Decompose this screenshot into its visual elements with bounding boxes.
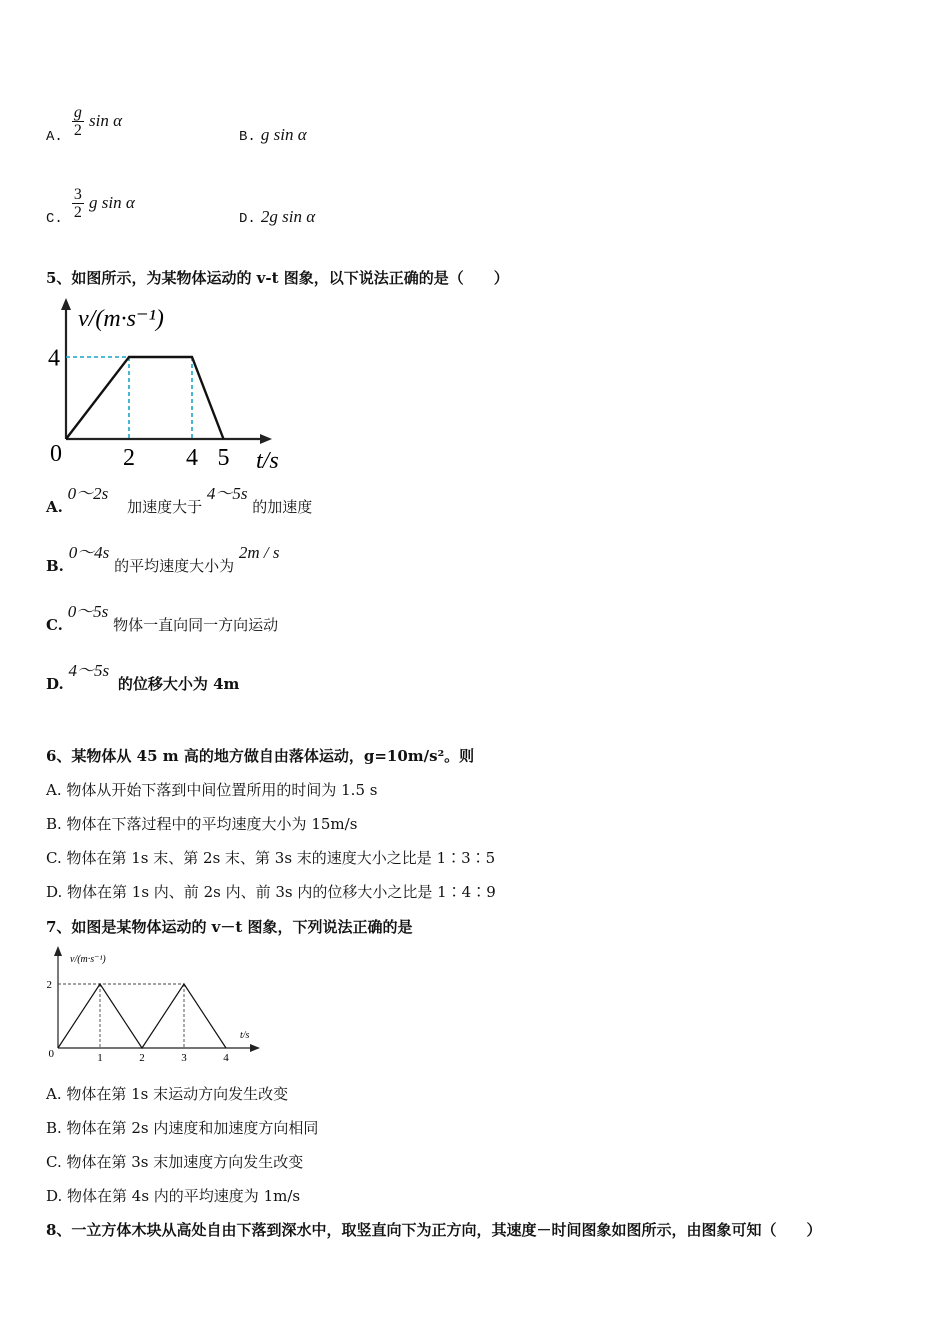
y-axis-arrow (54, 946, 62, 956)
x-axis-arrow (250, 1044, 260, 1052)
q4-option-a (46, 104, 123, 145)
math-range: 0～4s (68, 543, 110, 562)
expression: sin α (89, 111, 123, 130)
option-text: 物体一直向同一方向运动 (113, 616, 279, 634)
q5-option-d (46, 663, 239, 693)
origin-label: 0 (48, 1048, 54, 1060)
q4-option-c (46, 186, 135, 227)
y-axis-arrow (61, 298, 71, 310)
x-tick-label: 3 (181, 1052, 187, 1064)
x-tick-label: 2 (139, 1052, 145, 1064)
q7-option: A. 物体在第 1s 末运动方向发生改变 (46, 1085, 289, 1103)
q6-option: A. 物体从开始下落到中间位置所用的时间为 1.5 s (46, 781, 378, 799)
option-letter: A. (46, 129, 63, 145)
option-letter: A. (46, 498, 63, 516)
math-range: 0～5s (67, 602, 109, 621)
option-letter: B. (46, 557, 64, 575)
x-axis-label: t/s (256, 448, 279, 474)
expression: g sin α (89, 193, 135, 212)
option-text: 的加速度 (252, 498, 313, 516)
option-letter: C. (46, 616, 63, 634)
y-tick-label: 4 (48, 345, 60, 372)
q8-stem: 8、一立方体木块从高处自由下落到深水中，取竖直向下为正方向，其速度－时间图象如图所示，由图象可知（ ） (46, 1221, 822, 1239)
q5-option-b (46, 545, 280, 575)
q6-option: C. 物体在第 1s 末、第 2s 末、第 3s 末的速度大小之比是 1∶3∶5 (46, 849, 496, 867)
x-tick-label: 1 (97, 1052, 103, 1064)
q6-option: B. 物体在下落过程中的平均速度大小为 15m/s (46, 815, 358, 833)
series-line (58, 984, 226, 1048)
expression: 2g sin α (260, 207, 316, 226)
option-text: 加速度大于 (127, 498, 203, 516)
option-text: 的平均速度大小为 (114, 557, 235, 575)
q6-stem: 6、某物体从 45 m 高的地方做自由落体运动，g=10m/s²。则 (46, 747, 475, 765)
y-tick-label: 2 (46, 978, 52, 991)
x-tick-label: 5 (217, 445, 230, 471)
option-letter: D. (239, 211, 256, 227)
q7-option: C. 物体在第 3s 末加速度方向发生改变 (46, 1153, 304, 1171)
math-range: 4～5s (206, 484, 248, 503)
y-axis-label: v/(m·s⁻¹) (70, 954, 106, 965)
origin-label: 0 (50, 441, 62, 467)
math-range: 4～5s (68, 661, 110, 680)
math-value: 2m / s (238, 543, 280, 562)
q7-stem: 7、如图是某物体运动的 v－t 图象，下列说法正确的是 (46, 918, 413, 936)
x-axis-label: t/s (240, 1030, 250, 1041)
q6-option: D. 物体在第 1s 内、前 2s 内、前 3s 内的位移大小之比是 1∶4∶9 (46, 883, 496, 901)
q5-option-c (46, 604, 278, 634)
fraction: $\frac{g}{2}$ (73, 104, 82, 139)
q5-stem: 5、如图所示，为某物体运动的 v-t 图象，以下说法正确的是（ ） (46, 269, 509, 287)
q4-option-d (239, 207, 315, 227)
x-tick-label: 4 (186, 445, 198, 471)
option-letter: D. (46, 675, 64, 693)
option-text: 的位移大小为 4m (117, 675, 240, 693)
series-line (66, 357, 224, 439)
y-axis-label: v/(m·s⁻¹) (78, 306, 164, 332)
q7-option: B. 物体在第 2s 内速度和加速度方向相同 (46, 1119, 319, 1137)
q7-option: D. 物体在第 4s 内的平均速度为 1m/s (46, 1187, 301, 1205)
q5-vt-chart (44, 296, 294, 476)
option-letter: B. (239, 129, 256, 145)
x-axis-arrow (260, 434, 272, 444)
q4-option-b (239, 125, 307, 145)
math-range: 0～2s (67, 484, 109, 503)
q5-option-a (46, 486, 312, 516)
option-letter: C. (46, 211, 63, 227)
x-tick-label: 4 (223, 1052, 229, 1064)
x-tick-label: 2 (123, 445, 135, 471)
expression: g sin α (260, 125, 307, 144)
q7-vt-chart (44, 946, 264, 1066)
fraction: $\frac{3}{2}$ (73, 186, 82, 221)
